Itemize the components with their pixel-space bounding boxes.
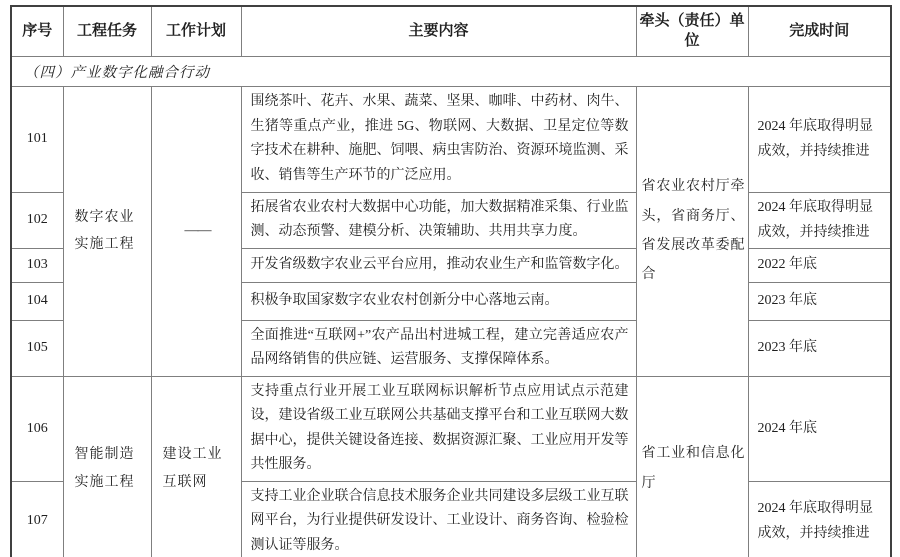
content-cell: 支持重点行业开展工业互联网标识解析节点应用试点示范建设，建设省级工业互联网公共基础支撑平台和工业互联网大数据中心，提供关键设备连接、数据资源汇聚、工业应用开发等共性服务。 (241, 376, 636, 481)
content-cell: 支持工业企业联合信息技术服务企业共同建设多层级工业互联网平台，为行业提供研发设计、工业设计、商务咨询、检验检测认证等服务。 (241, 481, 636, 557)
content-cell: 全面推进“互联网+”农产品出村进城工程，建立完善适应农产品网络销售的供应链、运营服务、支撑保障体系。 (241, 320, 636, 376)
table-row-101 (11, 86, 891, 192)
section-row (11, 56, 891, 86)
time-cell: 2022 年底 (748, 248, 891, 282)
unit-cell-industry-it-dept: 省工业和信息化厅 (636, 376, 748, 557)
time-cell: 2024 年底 (748, 376, 891, 481)
col-header-plan: 工作计划 (151, 6, 241, 56)
content-cell: 积极争取国家数字农业农村创新分中心落地云南。 (241, 282, 636, 320)
action-plan-table (10, 5, 892, 557)
plan-cell-dash: —— (151, 86, 241, 376)
col-header-content: 主要内容 (241, 6, 636, 56)
row-number-cell: 102 (11, 192, 63, 248)
content-cell: 拓展省农业农村大数据中心功能，加大数据精准采集、行业监测、动态预警、建模分析、决策辅助、共用共享力度。 (241, 192, 636, 248)
time-cell: 2023 年底 (748, 282, 891, 320)
row-number-cell: 103 (11, 248, 63, 282)
row-number-cell: 105 (11, 320, 63, 376)
col-header-task: 工程任务 (63, 6, 151, 56)
unit-cell-agriculture-dept: 省农业农村厅牵头，省商务厅、省发展改革委配合 (636, 86, 748, 376)
time-cell: 2023 年底 (748, 320, 891, 376)
row-number-cell: 106 (11, 376, 63, 481)
header-row (11, 6, 891, 56)
col-header-unit: 牵头（责任）单位 (636, 6, 748, 56)
table-row-106 (11, 376, 891, 481)
plan-cell-industrial-internet: 建设工业互联网 (151, 376, 241, 557)
time-cell: 2024 年底取得明显成效，并持续推进 (748, 192, 891, 248)
col-header-no: 序号 (11, 6, 63, 56)
content-cell: 开发省级数字农业云平台应用，推动农业生产和监管数字化。 (241, 248, 636, 282)
time-cell: 2024 年底取得明显成效，并持续推进 (748, 481, 891, 557)
task-cell-smart-manufacturing: 智能制造实施工程 (63, 376, 151, 557)
col-header-time: 完成时间 (748, 6, 891, 56)
row-number-cell: 104 (11, 282, 63, 320)
task-cell-digital-agriculture: 数字农业实施工程 (63, 86, 151, 376)
content-cell: 围绕茶叶、花卉、水果、蔬菜、坚果、咖啡、中药材、肉牛、生猪等重点产业，推进 5G、物联网、大数据、卫星定位等数字技术在耕种、施肥、饲喂、病虫害防治、资源环境监测、采收、销售等生产环节的广泛应用。 (241, 86, 636, 192)
row-number-cell: 101 (11, 86, 63, 192)
time-cell: 2024 年底取得明显成效，并持续推进 (748, 86, 891, 192)
row-number-cell: 107 (11, 481, 63, 557)
section-title: （四）产业数字化融合行动 (11, 56, 891, 86)
